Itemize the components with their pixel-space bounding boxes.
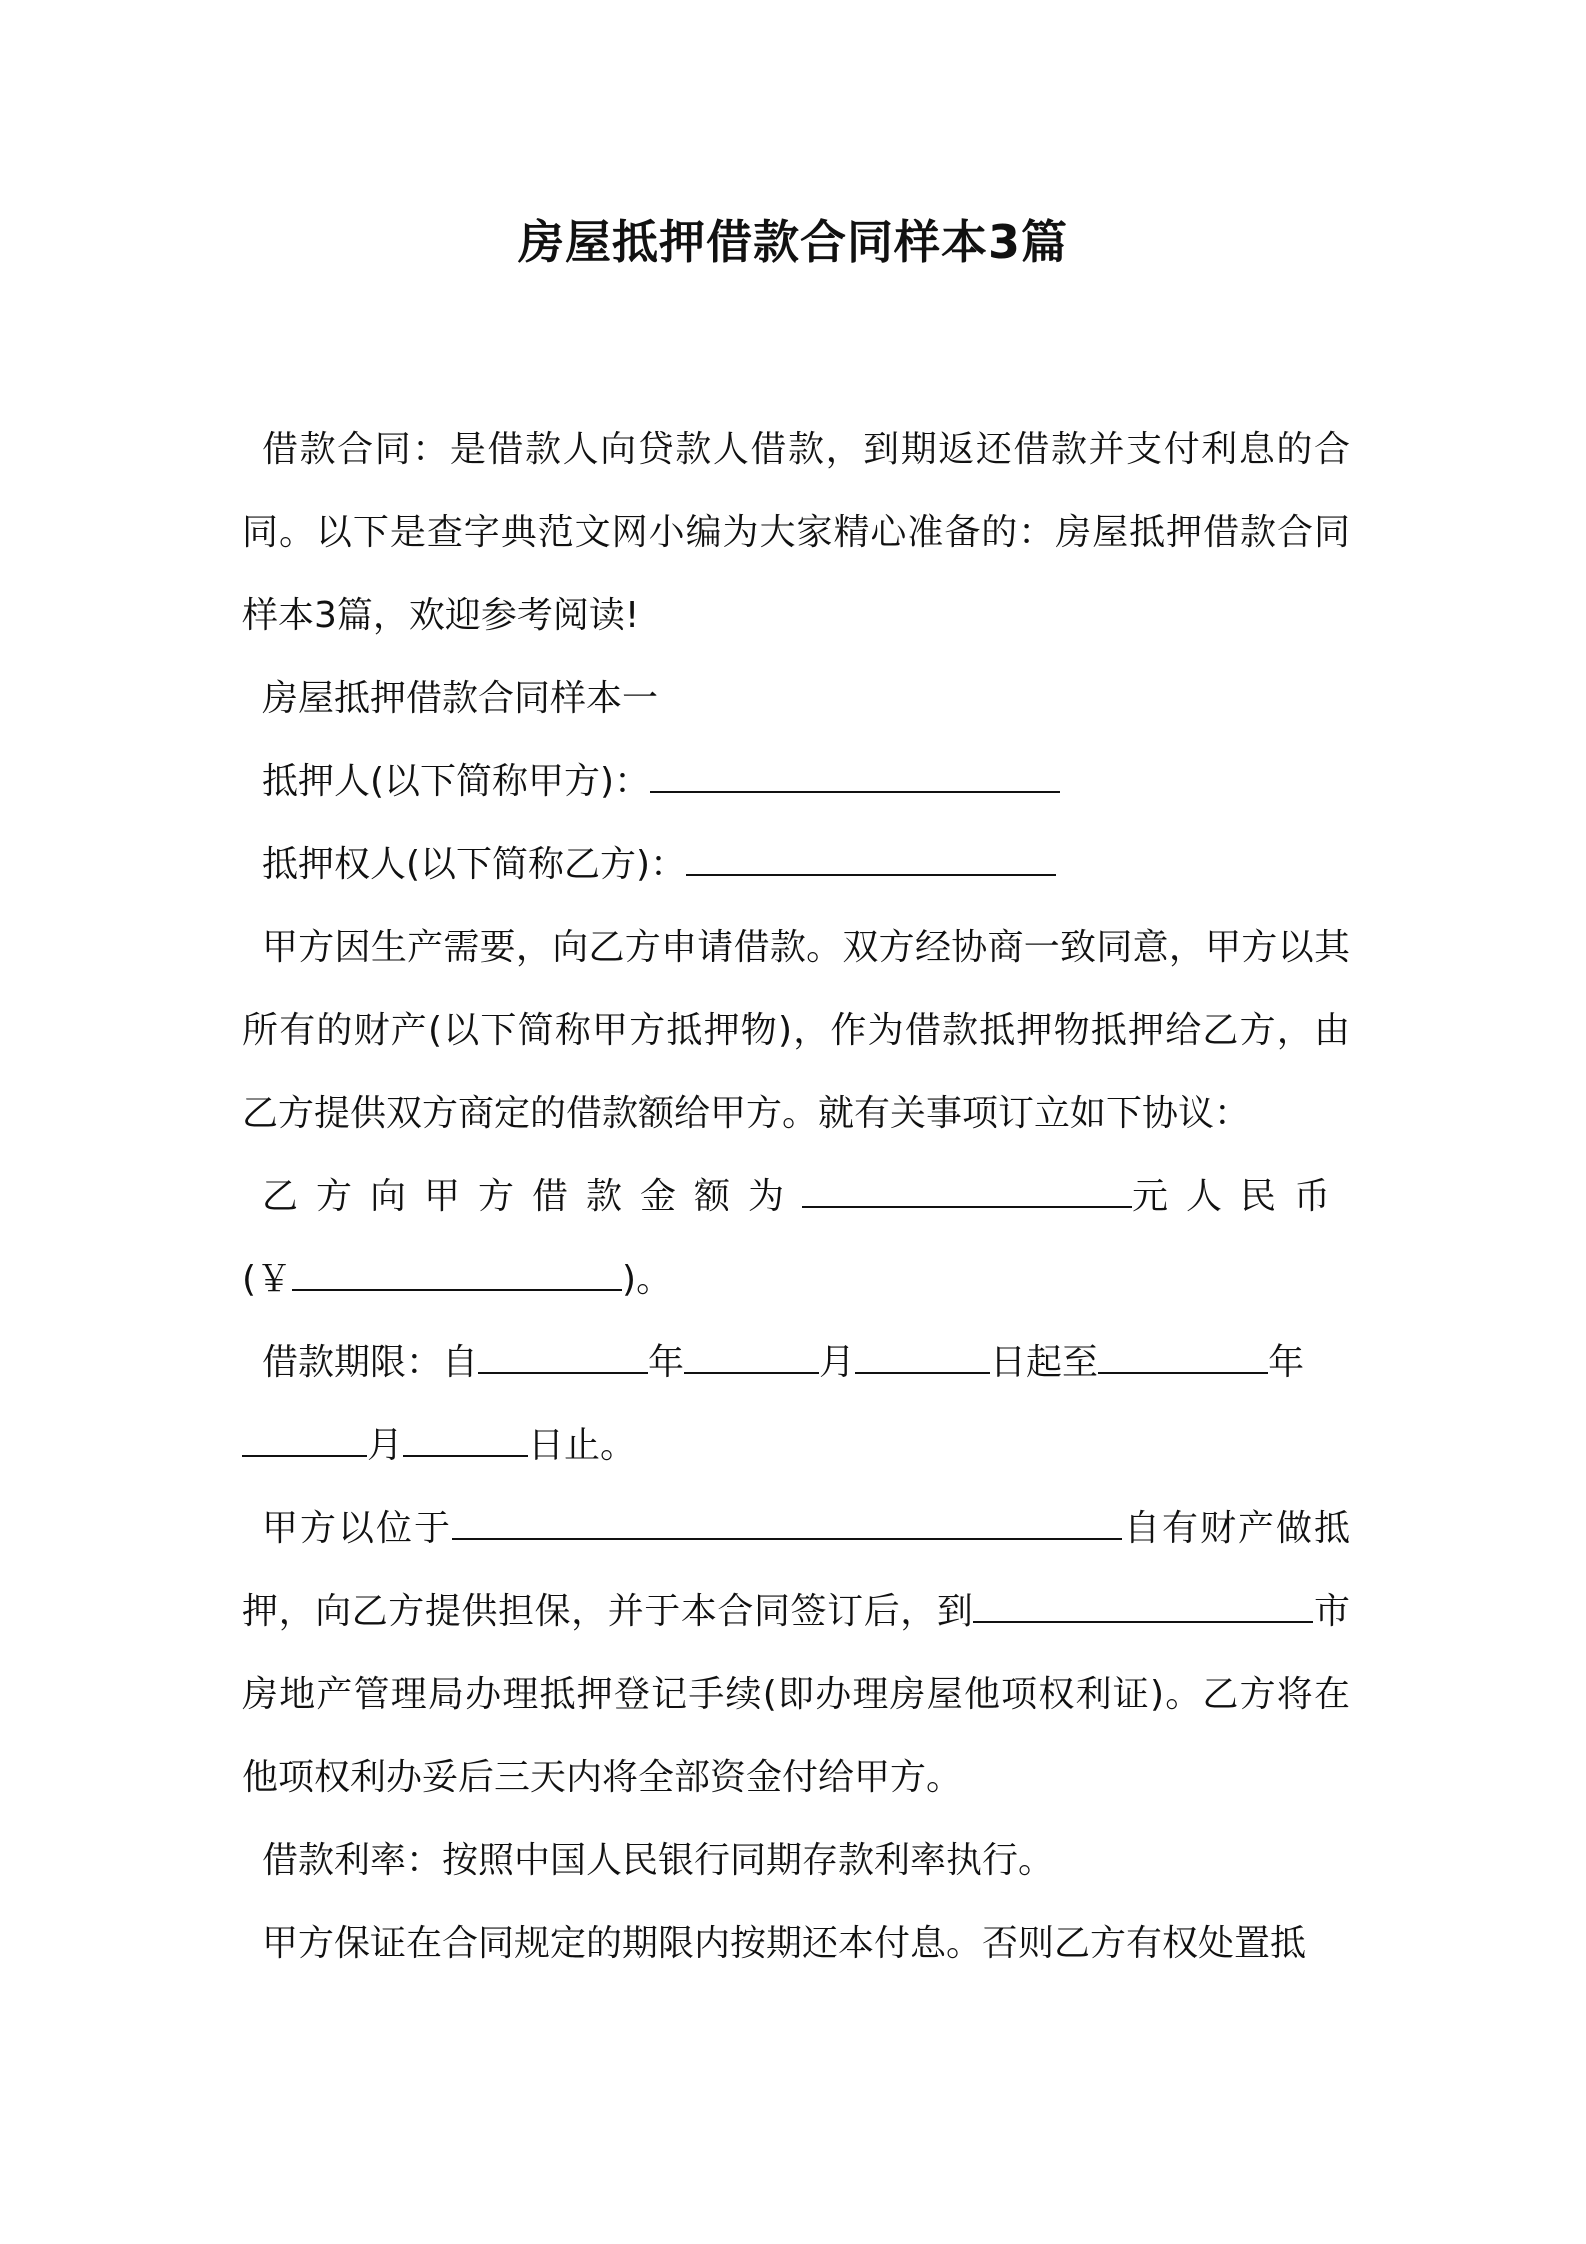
mortgagee-label: 抵押权人(以下简称乙方)：: [262, 844, 687, 885]
term-year2-blank: [1098, 1342, 1268, 1374]
amount-prefix: 乙方向甲方借款金额为: [262, 1176, 803, 1217]
term-year-label: 年: [648, 1342, 685, 1383]
term-day-to-label: 日起至: [990, 1342, 1099, 1383]
term-year2-label: 年: [1268, 1342, 1305, 1383]
term-day2-blank: [403, 1425, 528, 1457]
background-paragraph: 甲方因生产需要，向乙方申请借款。双方经协商一致同意，甲方以其所有的财产(以下简称甲方抵押物)，作为借款抵押物抵押给乙方，由乙方提供双方商定的借款额给甲方。就有关事项订立如下协议：: [242, 927, 1350, 1134]
intro-paragraph: 借款合同：是借款人向贷款人借款，到期返还借款并支付利息的合同。以下是查字典范文网小编为大家精心准备的：房屋抵押借款合同样本3篇，欢迎参考阅读!: [242, 429, 1350, 636]
term-line: [242, 1321, 1350, 1404]
amount-blank: [802, 1176, 1132, 1208]
collateral-location-blank: [452, 1508, 1122, 1540]
mortgagor-label: 抵押人(以下简称甲方)：: [262, 761, 651, 802]
mortgagee-blank: [686, 844, 1056, 876]
term-month2-label: 月: [367, 1425, 404, 1466]
amount-yen-line: [242, 1238, 1350, 1321]
mortgagee-line: [242, 823, 1350, 906]
amount-yen-open: (￥: [242, 1259, 293, 1300]
collateral-city-blank: [973, 1591, 1313, 1623]
collateral-rest: 市房地产管理局办理抵押登记手续(即办理房屋他项权利证)。乙方将在他项权利办妥后三天内将全部资金付给甲方。: [242, 1591, 1350, 1798]
term-day-blank: [855, 1342, 990, 1374]
term-month-label: 月: [819, 1342, 856, 1383]
collateral-mid: 自有财产做抵押，向乙方提供担保，并于本合同签订后，到: [242, 1508, 1350, 1632]
mortgagor-blank: [650, 761, 1060, 793]
section-heading: 房屋抵押借款合同样本一: [262, 678, 659, 719]
collateral-prefix: 甲方以位于: [262, 1508, 452, 1549]
amount-yen-close: )。: [622, 1259, 673, 1300]
document-title: 房屋抵押借款合同样本3篇: [517, 215, 1068, 269]
amount-yen-blank: [292, 1259, 622, 1291]
repayment-paragraph: 甲方保证在合同规定的期限内按期还本付息。否则乙方有权处置抵: [262, 1923, 1307, 1964]
term-month-blank: [684, 1342, 819, 1374]
term-year-blank: [478, 1342, 648, 1374]
interest-rate-paragraph: 借款利率：按照中国人民银行同期存款利率执行。: [262, 1840, 1055, 1881]
amount-line: [242, 1155, 1350, 1238]
document-body: [242, 408, 1350, 1985]
term-end-line: [242, 1404, 1350, 1487]
term-prefix: 借款期限：自: [262, 1342, 479, 1383]
amount-unit: 元人民币: [1132, 1176, 1349, 1217]
term-end-label: 日止。: [528, 1425, 637, 1466]
collateral-paragraph: [242, 1487, 1350, 1819]
term-month2-blank: [242, 1425, 367, 1457]
mortgagor-line: [242, 740, 1350, 823]
